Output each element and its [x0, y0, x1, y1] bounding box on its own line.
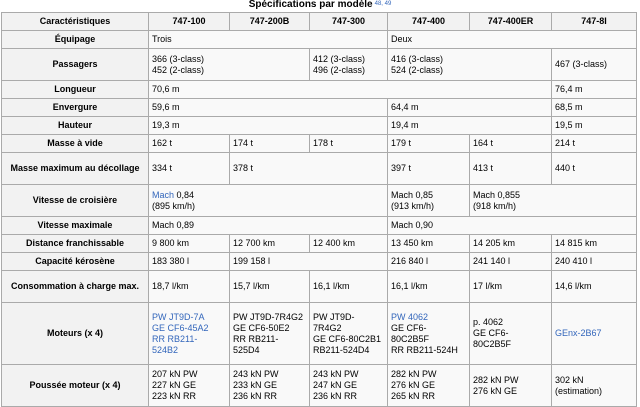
cell: 366 (3-class) 452 (2-class): [149, 49, 310, 81]
caption-title: Spécifications par modèle: [248, 0, 373, 10]
cell: 70,6 m: [149, 81, 552, 99]
table-row: [2, 31, 637, 49]
engine-link[interactable]: GE CF6-45A2: [152, 322, 209, 333]
cell: 178 t: [310, 135, 388, 153]
row-label: Équipage: [2, 31, 149, 49]
table-row: [2, 235, 637, 253]
row-label: Hauteur: [2, 117, 149, 135]
cell: 13 450 km: [388, 235, 470, 253]
cell: 243 kN PW 247 kN GE 236 kN RR: [310, 365, 388, 407]
cell: Mach 0,90: [388, 217, 637, 235]
row-label: Longueur: [2, 81, 149, 99]
cell: 12 400 km: [310, 235, 388, 253]
table-row: [2, 185, 637, 217]
cell: 17 l/km: [470, 271, 552, 303]
header-row: [2, 13, 637, 31]
cell: Deux: [388, 31, 637, 49]
cell: 15,7 l/km: [230, 271, 310, 303]
engine-link[interactable]: GEnx-2B67: [555, 328, 602, 338]
cell: Mach 0,84 (895 km/h): [149, 185, 388, 217]
specifications-table: [1, 12, 637, 407]
cell: 302 kN (estimation): [552, 365, 637, 407]
engine-link[interactable]: PW JT9D-7A: [152, 311, 205, 322]
cell: 214 t: [552, 135, 637, 153]
cell: 179 t: [388, 135, 470, 153]
row-label: Consommation à charge max.: [2, 271, 149, 303]
cell: 183 380 l: [149, 253, 230, 271]
cell: 12 700 km: [230, 235, 310, 253]
table-row: [2, 303, 637, 365]
table-row: [2, 117, 637, 135]
cell: Mach 0,89: [149, 217, 388, 235]
table-row: [2, 365, 637, 407]
cell: 416 (3-class) 524 (2-class): [388, 49, 552, 81]
row-label: Passagers: [2, 49, 149, 81]
cell: 19,4 m: [388, 117, 552, 135]
cell: 162 t: [149, 135, 230, 153]
cell: 14 815 km: [552, 235, 637, 253]
cell: 241 140 l: [470, 253, 552, 271]
cell: 59,6 m: [149, 99, 388, 117]
table-caption: [0, 0, 640, 10]
cell: p. 4062 GE CF6- 80C2B5F: [470, 303, 552, 365]
row-label: Capacité kérosène: [2, 253, 149, 271]
col-header-747-400: 747-400: [388, 13, 470, 31]
table-row: [2, 253, 637, 271]
cell: PW 4062 GE CF6- 80C2B5F RR RB211-524H: [388, 303, 470, 365]
table-row: [2, 153, 637, 185]
table-row: [2, 217, 637, 235]
cell: 174 t: [230, 135, 310, 153]
col-header-747-200b: 747-200B: [230, 13, 310, 31]
cell: PW JT9D-7R4G2 GE CF6-50E2 RR RB211- 525D4: [230, 303, 310, 365]
row-label: Poussée moteur (x 4): [2, 365, 149, 407]
cell: 16,1 l/km: [310, 271, 388, 303]
table-row: [2, 81, 637, 99]
col-header-747-8i: 747-8I: [552, 13, 637, 31]
cell: 164 t: [470, 135, 552, 153]
cell: 216 840 l: [388, 253, 470, 271]
table-row: [2, 271, 637, 303]
cell: 467 (3-class): [552, 49, 637, 81]
table-row: [2, 99, 637, 117]
col-header-747-400er: 747-400ER: [470, 13, 552, 31]
cell: 9 800 km: [149, 235, 230, 253]
cell: 440 t: [552, 153, 637, 185]
cell: [149, 303, 230, 365]
row-label: Vitesse maximale: [2, 217, 149, 235]
cell: 240 410 l: [552, 253, 637, 271]
table-row: [2, 135, 637, 153]
cell: 68,5 m: [552, 99, 637, 117]
cell: 199 158 l: [230, 253, 388, 271]
cell: 14 205 km: [470, 235, 552, 253]
cell: 64,4 m: [388, 99, 552, 117]
cell: [552, 303, 637, 365]
engine-link[interactable]: RR RB211-: [152, 333, 198, 344]
engine-link[interactable]: PW 4062: [391, 311, 429, 322]
cell: 282 kN PW 276 kN GE 265 kN RR: [388, 365, 470, 407]
cell: Trois: [149, 31, 388, 49]
cell: 14,6 l/km: [552, 271, 637, 303]
cell: 378 t: [230, 153, 388, 185]
mach-link[interactable]: Mach: [152, 189, 175, 200]
cell: 76,4 m: [552, 81, 637, 99]
caption-refs[interactable]: 48, 49: [374, 1, 392, 7]
row-label: Masse maximum au décollage: [2, 153, 149, 185]
row-label: Envergure: [2, 99, 149, 117]
table-row: [2, 49, 637, 81]
cell: 19,5 m: [552, 117, 637, 135]
row-label: Moteurs (x 4): [2, 303, 149, 365]
cell: 18,7 l/km: [149, 271, 230, 303]
cell: 412 (3-class) 496 (2-class): [310, 49, 388, 81]
cell: 243 kN PW 233 kN GE 236 kN RR: [230, 365, 310, 407]
cell: Mach 0,85 (913 km/h): [388, 185, 470, 217]
col-header-characteristics: Caractéristiques: [2, 13, 149, 31]
cell: 16,1 l/km: [388, 271, 470, 303]
row-label: Vitesse de croisière: [2, 185, 149, 217]
engine-link[interactable]: 524B2: [152, 344, 179, 355]
cell: 282 kN PW 276 kN GE: [470, 365, 552, 407]
cell: Mach 0,855 (918 km/h): [470, 185, 637, 217]
cell: 397 t: [388, 153, 470, 185]
cell: 413 t: [470, 153, 552, 185]
cell: PW JT9D- 7R4G2 GE CF6-80C2B1 RB211-524D4: [310, 303, 388, 365]
cell: 334 t: [149, 153, 230, 185]
col-header-747-300: 747-300: [310, 13, 388, 31]
cell: 207 kN PW 227 kN GE 223 kN RR: [149, 365, 230, 407]
row-label: Masse à vide: [2, 135, 149, 153]
row-label: Distance franchissable: [2, 235, 149, 253]
col-header-747-100: 747-100: [149, 13, 230, 31]
cell: 19,3 m: [149, 117, 388, 135]
